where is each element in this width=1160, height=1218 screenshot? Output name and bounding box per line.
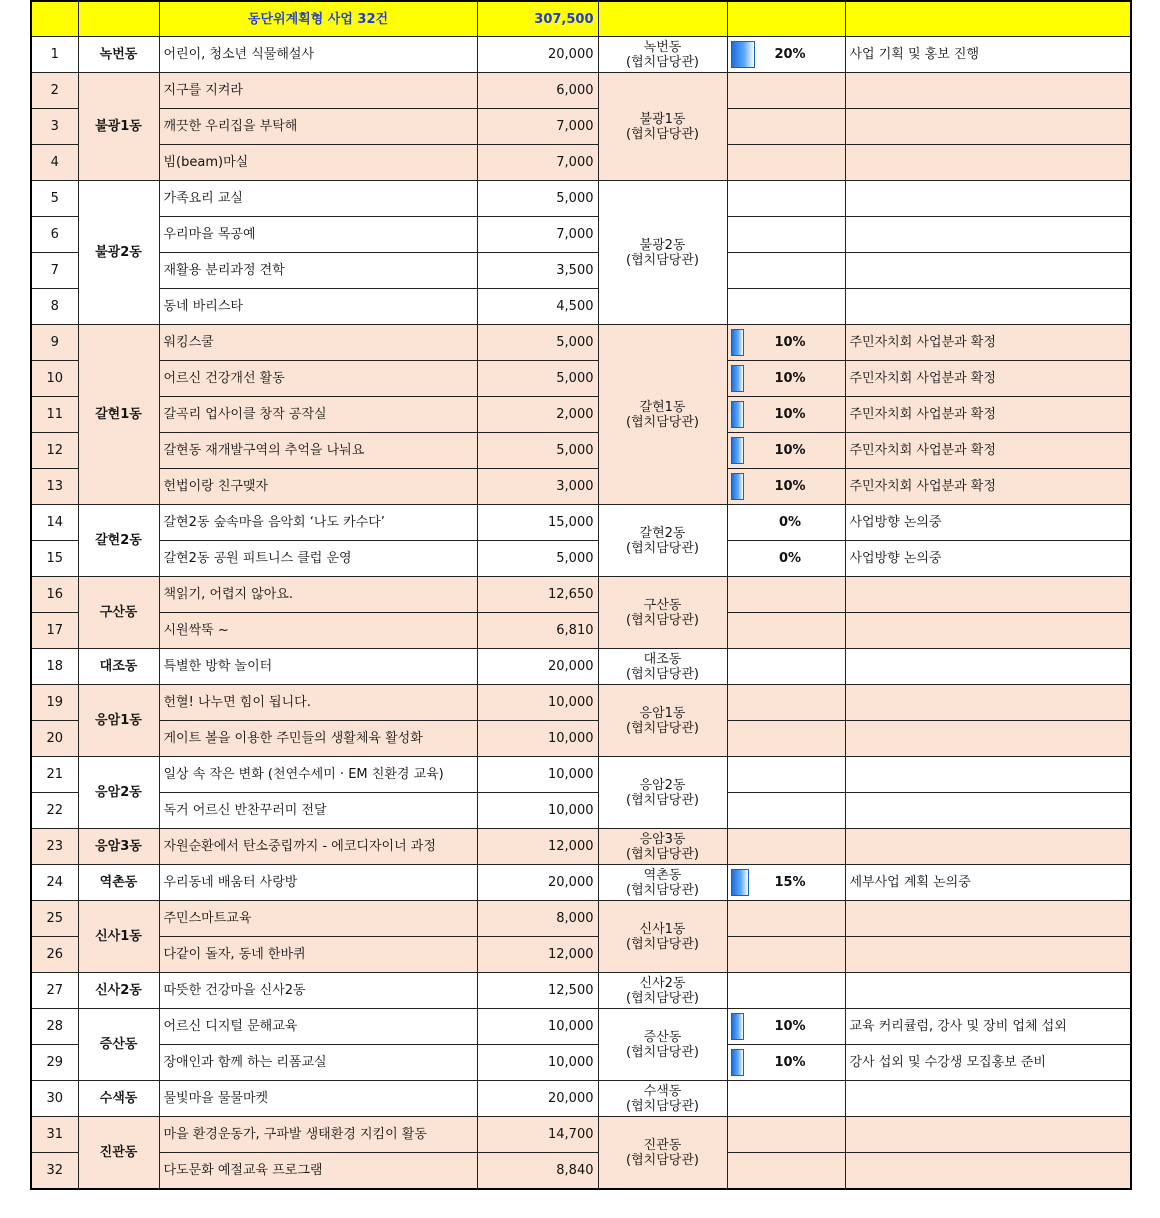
table-row [31,181,1131,217]
row-number: 30 [31,1081,78,1117]
table-row [31,829,1131,865]
office-dept: (협치담당관) [626,540,699,556]
row-number: 6 [31,217,78,253]
office-dong: 신사2동 [639,975,686,991]
office-dept: (협치담당관) [626,1044,699,1060]
office-cell [598,901,727,973]
budget-amount: 12,000 [477,937,598,973]
project-name: 일상 속 작은 변화 (천연수세미 · EM 친환경 교육) [159,757,477,793]
table-row [31,793,1131,829]
progress-bar [731,473,744,500]
project-name: 깨끗한 우리집을 부탁해 [159,109,477,145]
row-number: 19 [31,685,78,721]
progress-cell [727,1045,845,1081]
office-dept: (협치담당관) [626,882,699,898]
budget-amount: 10,000 [477,793,598,829]
progress-cell [727,1153,845,1190]
table-row [31,253,1131,289]
progress-bar [731,869,750,896]
budget-amount: 10,000 [477,757,598,793]
progress-note [845,901,1131,937]
progress-note [845,181,1131,217]
row-number: 21 [31,757,78,793]
progress-cell [727,865,845,901]
table-row [31,613,1131,649]
office-cell [598,505,727,577]
progress-note: 사업 기획 및 홍보 진행 [845,37,1131,73]
table-row [31,1153,1131,1190]
progress-note: 강사 섭외 및 수강생 모집홍보 준비 [845,1045,1131,1081]
dong-name: 진관동 [78,1117,159,1190]
dong-name: 응암3동 [78,829,159,865]
budget-amount: 15,000 [477,505,598,541]
row-number: 9 [31,325,78,361]
progress-cell [727,505,845,541]
office-cell [598,829,727,865]
progress-percent: 0% [778,515,802,530]
project-name: 헌법이랑 친구맺자 [159,469,477,505]
office-dept: (협치담당관) [626,1152,699,1168]
office-dept: (협치담당관) [626,792,699,808]
header-empty-cell [598,1,727,37]
progress-percent: 15% [774,875,806,890]
office-dept: (협치담당관) [626,990,699,1006]
table-row [31,289,1131,325]
budget-amount: 10,000 [477,1045,598,1081]
budget-amount: 14,700 [477,1117,598,1153]
budget-amount: 5,000 [477,541,598,577]
table-row [31,469,1131,505]
row-number: 32 [31,1153,78,1190]
progress-note [845,217,1131,253]
progress-note [845,685,1131,721]
header-title: 동단위계획형 사업 32건 [159,1,477,37]
budget-amount: 2,000 [477,397,598,433]
table-row [31,37,1131,73]
progress-cell [727,793,845,829]
row-number: 20 [31,721,78,757]
table-row [31,361,1131,397]
table-body [31,1,1131,1189]
budget-amount: 5,000 [477,325,598,361]
progress-cell [727,217,845,253]
budget-amount: 4,500 [477,289,598,325]
progress-cell [727,541,845,577]
progress-note: 교육 커리큘럼, 강사 및 장비 업체 섭외 [845,1009,1131,1045]
budget-amount: 6,000 [477,73,598,109]
project-name: 독거 어르신 반찬꾸러미 전달 [159,793,477,829]
progress-note [845,253,1131,289]
progress-note [845,721,1131,757]
office-dept: (협치담당관) [626,414,699,430]
header-total: 307,500 [477,1,598,37]
project-table [30,0,1132,1190]
progress-bar [731,401,744,428]
table-row [31,397,1131,433]
row-number: 10 [31,361,78,397]
table-row [31,1081,1131,1117]
office-dept: (협치담당관) [626,666,699,682]
table-row [31,685,1131,721]
progress-note [845,973,1131,1009]
progress-note: 사업방향 논의중 [845,541,1131,577]
budget-amount: 12,000 [477,829,598,865]
row-number: 17 [31,613,78,649]
table-row [31,325,1131,361]
progress-cell [727,289,845,325]
progress-note: 사업방향 논의중 [845,505,1131,541]
progress-cell [727,469,845,505]
office-dept: (협치담당관) [626,252,699,268]
progress-cell [727,973,845,1009]
dong-name: 증산동 [78,1009,159,1081]
dong-name: 갈현1동 [78,325,159,505]
office-cell [598,973,727,1009]
office-dept: (협치담당관) [626,54,699,70]
dong-name: 갈현2동 [78,505,159,577]
table-row [31,901,1131,937]
office-dong: 수색동 [643,1083,682,1099]
progress-cell [727,649,845,685]
progress-cell [727,253,845,289]
header-empty-cell [31,1,78,37]
progress-note [845,613,1131,649]
project-name: 동네 바리스타 [159,289,477,325]
progress-cell [727,361,845,397]
progress-cell [727,721,845,757]
office-cell [598,181,727,325]
budget-amount: 12,500 [477,973,598,1009]
office-dong: 응암1동 [639,705,686,721]
progress-bar [731,1013,744,1040]
row-number: 29 [31,1045,78,1081]
project-name: 갈현2동 숲속마을 음악회 ‘나도 카수다’ [159,505,477,541]
table-row [31,757,1131,793]
budget-amount: 20,000 [477,865,598,901]
table-row [31,649,1131,685]
office-cell [598,1009,727,1081]
row-number: 12 [31,433,78,469]
project-name: 시원싹뚝 ~ [159,613,477,649]
dong-name: 불광1동 [78,73,159,181]
project-name: 게이트 볼을 이용한 주민들의 생활체육 활성화 [159,721,477,757]
progress-cell [727,181,845,217]
progress-bar [731,329,744,356]
budget-amount: 10,000 [477,721,598,757]
row-number: 8 [31,289,78,325]
progress-note [845,649,1131,685]
row-number: 27 [31,973,78,1009]
progress-cell [727,829,845,865]
row-number: 13 [31,469,78,505]
row-number: 11 [31,397,78,433]
table-row [31,1045,1131,1081]
project-name: 어르신 디지털 문해교육 [159,1009,477,1045]
office-cell [598,73,727,181]
progress-cell [727,901,845,937]
progress-percent: 10% [774,371,806,386]
progress-cell [727,757,845,793]
budget-amount: 8,840 [477,1153,598,1190]
progress-note [845,829,1131,865]
progress-note [845,73,1131,109]
dong-name: 불광2동 [78,181,159,325]
budget-amount: 20,000 [477,37,598,73]
table-row [31,865,1131,901]
office-dept: (협치담당관) [626,720,699,736]
progress-percent: 10% [774,335,806,350]
project-name: 다도문화 예절교육 프로그램 [159,1153,477,1190]
progress-note [845,793,1131,829]
progress-note [845,1081,1131,1117]
office-dong: 역촌동 [643,867,682,883]
office-dong: 응암2동 [639,777,686,793]
project-name: 책읽기, 어렵지 않아요. [159,577,477,613]
budget-amount: 6,810 [477,613,598,649]
budget-amount: 5,000 [477,181,598,217]
progress-percent: 10% [774,1019,806,1034]
budget-amount: 3,000 [477,469,598,505]
office-dong: 응암3동 [639,831,686,847]
header-row [31,1,1131,37]
office-cell [598,865,727,901]
table-row [31,541,1131,577]
table-row [31,577,1131,613]
project-name: 자원순환에서 탄소중립까지 - 에코디자이너 과정 [159,829,477,865]
office-dong: 갈현1동 [639,399,686,415]
table-row [31,721,1131,757]
table-row [31,1009,1131,1045]
office-cell [598,685,727,757]
progress-cell [727,1117,845,1153]
table-row [31,73,1131,109]
project-name: 우리동네 배움터 사랑방 [159,865,477,901]
progress-note: 주민자치회 사업분과 확정 [845,469,1131,505]
budget-amount: 7,000 [477,217,598,253]
table-row [31,217,1131,253]
budget-amount: 7,000 [477,109,598,145]
progress-bar [731,365,744,392]
progress-note: 세부사업 계획 논의중 [845,865,1131,901]
progress-note: 주민자치회 사업분과 확정 [845,397,1131,433]
dong-name: 역촌동 [78,865,159,901]
dong-name: 신사1동 [78,901,159,973]
row-number: 25 [31,901,78,937]
progress-note [845,289,1131,325]
project-name: 어르신 건강개선 활동 [159,361,477,397]
office-dong: 증산동 [643,1029,682,1045]
project-name: 갈현동 재개발구역의 추억을 나눠요 [159,433,477,469]
dong-name: 녹번동 [78,37,159,73]
progress-percent: 0% [778,551,802,566]
office-dong: 녹번동 [643,39,682,55]
progress-cell [727,1009,845,1045]
project-name: 주민스마트교육 [159,901,477,937]
budget-amount: 8,000 [477,901,598,937]
progress-cell [727,397,845,433]
office-cell [598,649,727,685]
project-name: 물빛마을 물물마켓 [159,1081,477,1117]
row-number: 26 [31,937,78,973]
project-name: 다같이 돌자, 동네 한바퀴 [159,937,477,973]
row-number: 23 [31,829,78,865]
project-name: 빔(beam)마실 [159,145,477,181]
progress-cell [727,433,845,469]
dong-name: 수색동 [78,1081,159,1117]
progress-percent: 20% [774,47,806,62]
progress-note [845,757,1131,793]
budget-amount: 5,000 [477,433,598,469]
row-number: 1 [31,37,78,73]
progress-cell [727,937,845,973]
row-number: 18 [31,649,78,685]
office-dong: 불광1동 [639,111,686,127]
table-row [31,505,1131,541]
row-number: 7 [31,253,78,289]
progress-note [845,1153,1131,1190]
office-dong: 대조동 [643,651,682,667]
budget-amount: 7,000 [477,145,598,181]
office-dept: (협치담당관) [626,936,699,952]
progress-bar [731,437,744,464]
table-row [31,145,1131,181]
progress-percent: 10% [774,407,806,422]
office-cell [598,37,727,73]
office-dept: (협치담당관) [626,126,699,142]
dong-name: 응암2동 [78,757,159,829]
table-row [31,433,1131,469]
progress-bar [731,1049,744,1076]
progress-percent: 10% [774,479,806,494]
table-row [31,109,1131,145]
project-name: 어린이, 청소년 식물해설사 [159,37,477,73]
project-name: 마을 환경운동가, 구파발 생태환경 지킴이 활동 [159,1117,477,1153]
progress-cell [727,145,845,181]
office-dong: 구산동 [643,597,682,613]
row-number: 28 [31,1009,78,1045]
progress-cell [727,613,845,649]
budget-amount: 20,000 [477,649,598,685]
row-number: 3 [31,109,78,145]
progress-cell [727,37,845,73]
progress-note [845,937,1131,973]
progress-bar [731,41,755,68]
dong-name: 신사2동 [78,973,159,1009]
progress-note: 주민자치회 사업분과 확정 [845,325,1131,361]
project-name: 특별한 방학 놀이터 [159,649,477,685]
progress-cell [727,685,845,721]
table-row [31,937,1131,973]
row-number: 22 [31,793,78,829]
progress-cell [727,1081,845,1117]
budget-amount: 20,000 [477,1081,598,1117]
project-name: 워킹스쿨 [159,325,477,361]
progress-note: 주민자치회 사업분과 확정 [845,433,1131,469]
progress-cell [727,109,845,145]
row-number: 14 [31,505,78,541]
progress-cell [727,325,845,361]
project-name: 우리마을 목공예 [159,217,477,253]
progress-note: 주민자치회 사업분과 확정 [845,361,1131,397]
progress-percent: 10% [774,443,806,458]
office-dept: (협치담당관) [626,612,699,628]
row-number: 15 [31,541,78,577]
project-name: 가족요리 교실 [159,181,477,217]
dong-name: 대조동 [78,649,159,685]
office-dong: 갈현2동 [639,525,686,541]
office-dong: 신사1동 [639,921,686,937]
budget-amount: 10,000 [477,1009,598,1045]
budget-amount: 10,000 [477,685,598,721]
progress-note [845,1117,1131,1153]
progress-cell [727,577,845,613]
row-number: 2 [31,73,78,109]
progress-percent: 10% [774,1055,806,1070]
row-number: 5 [31,181,78,217]
table-row [31,1117,1131,1153]
progress-cell [727,73,845,109]
row-number: 24 [31,865,78,901]
project-name: 갈곡리 업사이클 창작 공작실 [159,397,477,433]
office-dong: 진관동 [643,1137,682,1153]
row-number: 31 [31,1117,78,1153]
table-row [31,973,1131,1009]
row-number: 16 [31,577,78,613]
project-name: 장애인과 함께 하는 리폼교실 [159,1045,477,1081]
office-cell [598,577,727,649]
office-dong: 불광2동 [639,237,686,253]
dong-name: 구산동 [78,577,159,649]
header-empty-cell [845,1,1131,37]
budget-amount: 3,500 [477,253,598,289]
office-cell [598,325,727,505]
header-empty-cell [727,1,845,37]
project-name: 지구를 지켜라 [159,73,477,109]
project-name: 재활용 분리과정 견학 [159,253,477,289]
office-dept: (협치담당관) [626,846,699,862]
budget-amount: 5,000 [477,361,598,397]
office-cell [598,1117,727,1190]
office-cell [598,757,727,829]
budget-amount: 12,650 [477,577,598,613]
progress-note [845,109,1131,145]
progress-note [845,145,1131,181]
project-name: 헌혈! 나누면 힘이 됩니다. [159,685,477,721]
project-name: 갈현2동 공원 피트니스 클럽 운영 [159,541,477,577]
header-empty-cell [78,1,159,37]
office-dept: (협치담당관) [626,1098,699,1114]
office-cell [598,1081,727,1117]
row-number: 4 [31,145,78,181]
progress-note [845,577,1131,613]
project-name: 따뜻한 건강마을 신사2동 [159,973,477,1009]
dong-name: 응암1동 [78,685,159,757]
